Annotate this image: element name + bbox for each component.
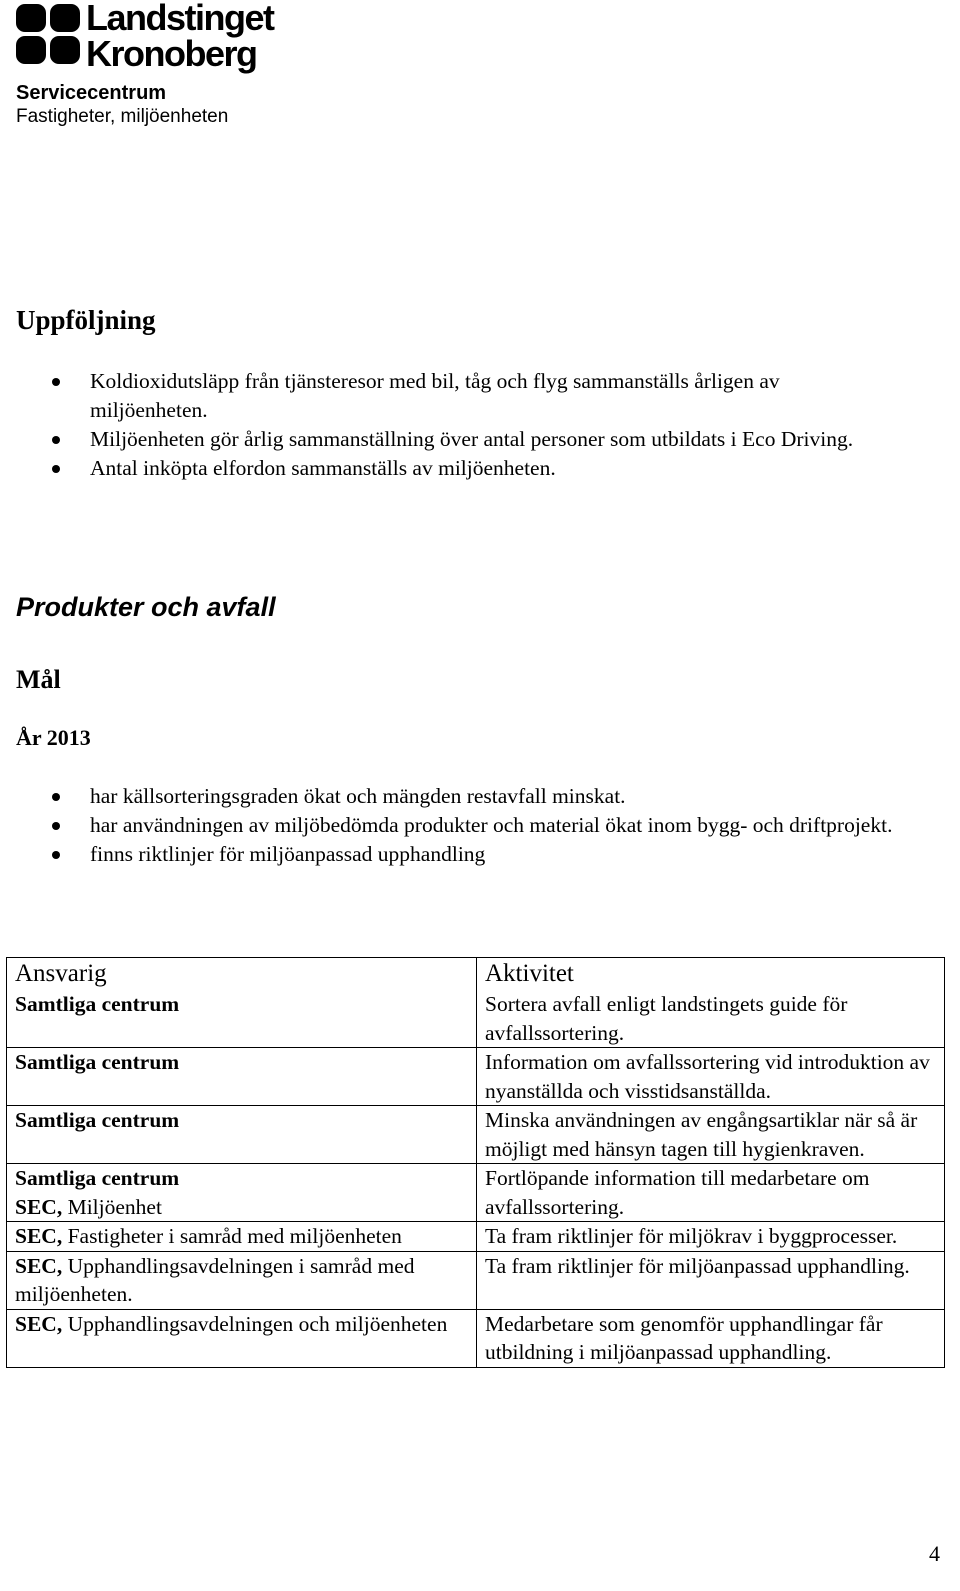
org-name: Servicecentrum	[16, 82, 167, 104]
table-row	[7, 990, 945, 1048]
list-item: Koldioxidutsläpp från tjänsteresor med bil, tåg och flyg sammanställs årligen av miljöenheten.	[0, 367, 900, 425]
section-heading-followup: Uppföljning	[16, 305, 156, 335]
list-item: finns riktlinjer för miljöanpassad upphandling	[0, 840, 900, 869]
bullet-icon	[52, 436, 60, 444]
table-row	[7, 1048, 945, 1106]
section-heading-products: Produkter och avfall	[16, 592, 276, 622]
activity-cell: Fortlöpande information till medarbetare om avfallssortering.	[477, 1164, 945, 1222]
activity-cell: Information om avfallssortering vid introduktion av nyanställda och visstidsanställda.	[477, 1048, 945, 1106]
table-row	[7, 1106, 945, 1164]
column-header-activity: Aktivitet	[477, 958, 945, 991]
org-department: Fastigheter, miljöenheten	[16, 106, 229, 127]
table-row	[7, 1251, 945, 1309]
responsible-cell: Samtliga centrum	[7, 990, 477, 1048]
responsible-cell: SEC, Upphandlingsavdelningen i samråd med miljöenheten.	[7, 1251, 477, 1309]
activity-cell: Minska användningen av engångsartiklar när så är möjligt med hänsyn tagen till hygienkraven.	[477, 1106, 945, 1164]
bullet-icon	[52, 822, 60, 830]
responsibility-table	[6, 957, 945, 1368]
list-item: Miljöenheten gör årlig sammanställning över antal personer som utbildats i Eco Driving.	[0, 425, 900, 454]
activity-cell: Ta fram riktlinjer för miljöanpassad upphandling.	[477, 1251, 945, 1309]
column-header-responsible: Ansvarig	[7, 958, 477, 991]
responsible-cell: SEC, Upphandlingsavdelningen och miljöenheten	[7, 1309, 477, 1367]
bullet-icon	[52, 378, 60, 386]
responsible-cell: SEC, Fastigheter i samråd med miljöenheten	[7, 1222, 477, 1252]
activity-cell: Sortera avfall enligt landstingets guide för avfallssortering.	[477, 990, 945, 1048]
activity-cell: Medarbetare som genomför upphandlingar får utbildning i miljöanpassad upphandling.	[477, 1309, 945, 1367]
followup-list	[0, 367, 900, 483]
logo-wordmark	[86, 0, 274, 72]
bullet-icon	[52, 851, 60, 859]
landstinget-kronoberg-logo	[16, 0, 316, 80]
goals-list	[0, 782, 900, 869]
table-row	[7, 1222, 945, 1252]
list-item: har källsorteringsgraden ökat och mängden restavfall minskat.	[0, 782, 900, 811]
table-row	[7, 1309, 945, 1367]
list-item: Antal inköpta elfordon sammanställs av miljöenheten.	[0, 454, 900, 483]
bullet-icon	[52, 793, 60, 801]
goal-heading: Mål	[16, 665, 61, 694]
logo-mark-icon	[16, 4, 82, 66]
responsible-cell: Samtliga centrum	[7, 1048, 477, 1106]
logo-line-1: Landstinget	[86, 0, 274, 38]
activity-cell: Ta fram riktlinjer för miljökrav i byggprocesser.	[477, 1222, 945, 1252]
table-row	[7, 1164, 945, 1222]
logo-line-2: Kronoberg	[86, 33, 257, 74]
bullet-icon	[52, 465, 60, 473]
responsible-cell: Samtliga centrum SEC, Miljöenhet	[7, 1164, 477, 1222]
table-header-row	[7, 958, 945, 991]
responsible-cell: Samtliga centrum	[7, 1106, 477, 1164]
year-heading: År 2013	[16, 725, 91, 750]
page-number: 4	[929, 1541, 940, 1566]
list-item: har användningen av miljöbedömda produkter och material ökat inom bygg- och driftprojekt.	[0, 811, 900, 840]
